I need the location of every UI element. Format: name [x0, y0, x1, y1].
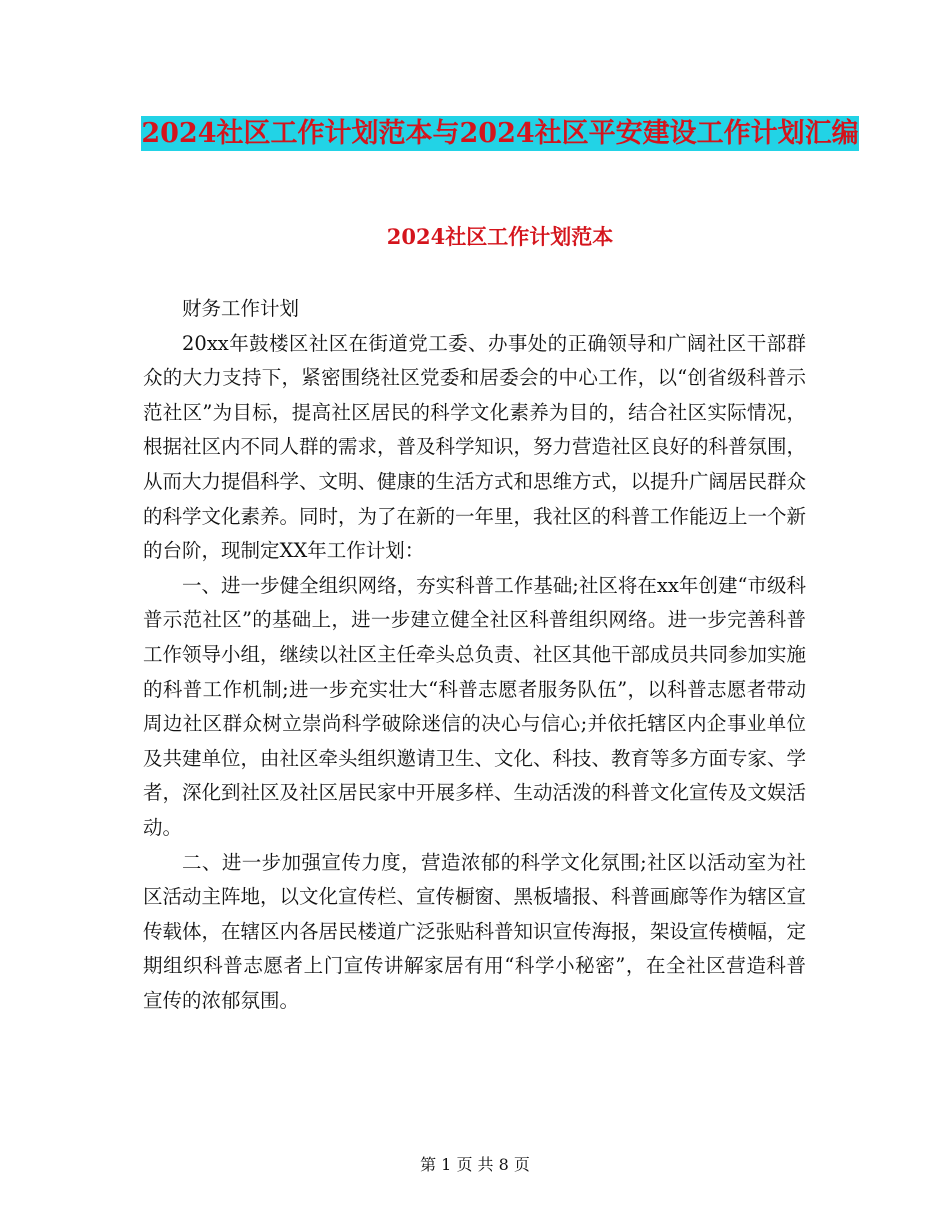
page-footer	[0, 1154, 950, 1176]
paragraph-section-one: 一、进一步健全组织网络，夯实科普工作基础;社区将在xx年创建“市级科普示范社区”的基础上，进一步建立健全社区科普组织网络。进一步完善科普工作领导小组，继续以社区主任牵头总负责、社区其他干部成员共同参加实施的科普工作机制;进一步充实壮大“科普志愿者服务队伍”，以科普志愿者带动周边社区群众树立崇尚科学破除迷信的决心与信心;并依托辖区内企事业单位及共建单位，由社区牵头组织邀请卫生、文化、科技、教育等多方面专家、学者，深化到社区及社区居民家中开展多样、生动活泼的科普文化宣传及文娱活动。	[143, 573, 807, 839]
paragraph-intro: 20xx年鼓楼区社区在街道党工委、办事处的正确领导和广阔社区干部群众的大力支持下，紧密围绕社区党委和居委会的中心工作，以“创省级科普示范社区”为目标，提高社区居民的科学文化素养为目的，结合社区实际情况，根据社区内不同人群的需求，普及科学知识，努力营造社区良好的科普氛围，从而大力提倡科学、文明、健康的生活方式和思维方式，以提升广阔居民群众的科学文化素养。同时，为了在新的一年里，我社区的科普工作能迈上一个新的台阶，现制定XX年工作计划：	[143, 331, 807, 563]
section-title: 2024社区工作计划范本	[386, 224, 614, 249]
paragraph-heading: 财务工作计划	[182, 297, 300, 320]
paragraph-section-two: 二、进一步加强宣传力度，营造浓郁的科学文化氛围;社区以活动室为社区活动主阵地，以文化宣传栏、宣传橱窗、黑板墙报、科普画廊等作为辖区宣传载体，在辖区内各居民楼道广泛张贴科普知识宣传海报，架设宣传横幅，定期组织科普志愿者上门宣传讲解家居有用“科学小秘密”，在全社区营造科普宣传的浓郁氛围。	[143, 850, 807, 1012]
document-body	[143, 292, 806, 1018]
page-number: 第 1 页 共 8 页	[420, 1155, 530, 1174]
document-title-text: 2024社区工作计划范本与2024社区平安建设工作计划汇编	[141, 118, 859, 149]
document-title	[140, 112, 860, 156]
